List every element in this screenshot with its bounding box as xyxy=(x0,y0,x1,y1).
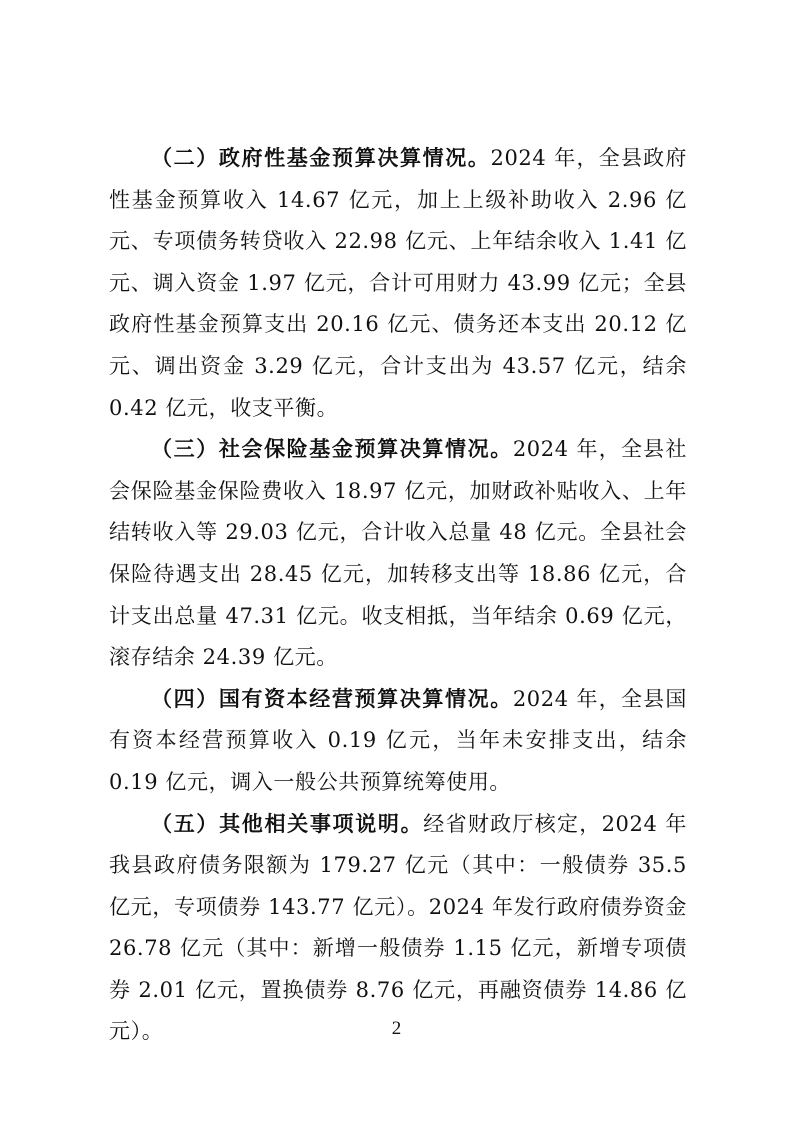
page-number: 2 xyxy=(391,1018,402,1039)
document-body xyxy=(109,138,687,1053)
section-heading-social-insurance: （三）社会保险基金预算决算情况。 xyxy=(151,437,513,462)
section-text-other-matters: 经省财政厅核定，2024 年我县政府债务限额为 179.27 亿元（其中：一般债券 35.5 亿元，专项债券 143.77 亿元）。2024 年发行政府债券资金 26.78 亿元（其中：新增一般债券 1.15 亿元，新增专项债券 2.01 亿元，置换债券 8.76 亿元，再融资债券 14.86 亿元）。 xyxy=(109,811,687,1044)
section-text-government-fund: 2024 年，全县政府性基金预算收入 14.67 亿元，加上上级补助收入 2.96 亿元、专项债务转贷收入 22.98 亿元、上年结余收入 1.41 亿元、调入资金 1.97 亿元，合计可用财力 43.99 亿元；全县政府性基金预算支出 20.16 亿元、债务还本支出 20.12 亿元、调出资金 3.29 亿元，合计支出为 43.57 亿元，结余 0.42 亿元，收支平衡。 xyxy=(109,146,688,420)
paragraph-social-insurance-fund xyxy=(109,429,687,679)
section-heading-other-matters: （五）其他相关事项说明。 xyxy=(151,811,424,836)
section-heading-state-capital: （四）国有资本经营预算决算情况。 xyxy=(151,686,513,711)
paragraph-other-matters xyxy=(109,804,687,1054)
section-heading-government-fund: （二）政府性基金预算决算情况。 xyxy=(151,146,491,170)
section-text-state-capital: 2024 年，全县国有资本经营预算收入 0.19 亿元，当年未安排支出，结余 0.19 亿元，调入一般公共预算统筹使用。 xyxy=(109,686,687,794)
section-text-social-insurance: 2024 年，全县社会保险基金保险费收入 18.97 亿元，加财政补贴收入、上年结转收入等 29.03 亿元，合计收入总量 48 亿元。全县社会保险待遇支出 28.45 亿元，加转移支出等 18.86 亿元，合计支出总量 47.31 亿元。收支相抵，当年结余 0.69 亿元，滚存结余 24.39 亿元。 xyxy=(109,437,687,670)
paragraph-government-fund-budget xyxy=(109,138,687,429)
paragraph-state-capital-budget xyxy=(109,679,687,804)
